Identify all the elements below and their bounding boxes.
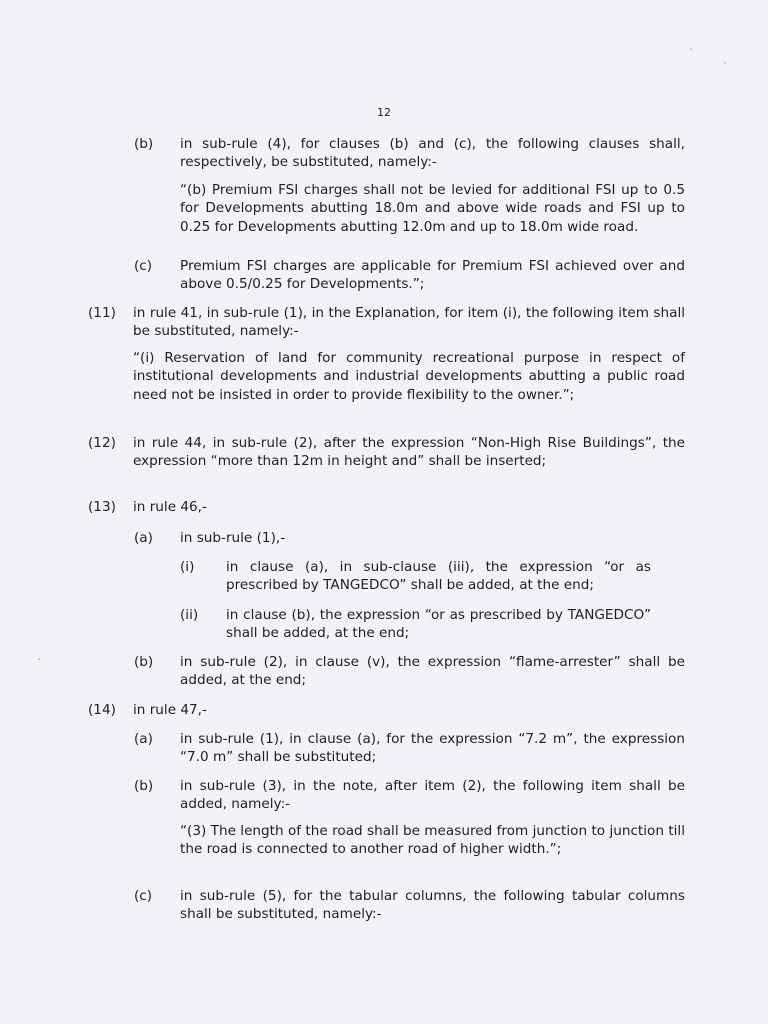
item-13-a-ii-label: (ii) bbox=[180, 607, 199, 623]
item-12-text: in rule 44, in sub-rule (2), after the expression “Non-High Rise Buildings”, the expression “more than 12m in height and” shall be inserted; bbox=[133, 435, 685, 470]
item-14-label: (14) bbox=[88, 702, 116, 718]
clause-c-text: Premium FSI charges are applicable for Premium FSI achieved over and above 0.5/0.25 for Developments.”; bbox=[180, 258, 685, 293]
scan-speck bbox=[38, 658, 40, 660]
scan-speck bbox=[724, 62, 726, 64]
item-14-c-label: (c) bbox=[134, 888, 153, 904]
item-11-label: (11) bbox=[88, 305, 116, 321]
item-14-a-text: in sub-rule (1), in clause (a), for the expression “7.2 m”, the expression “7.0 m” shall be substituted; bbox=[180, 731, 685, 766]
item-13-a-ii-text: in clause (b), the expression “or as prescribed by TANGEDCO” shall be added, at the end; bbox=[226, 607, 651, 642]
item-13-b-label: (b) bbox=[134, 654, 154, 670]
item-14-b-quote: “(3) The length of the road shall be measured from junction to junction till the road is connected to another road of higher width.”; bbox=[180, 823, 685, 858]
item-14-b-text: in sub-rule (3), in the note, after item (2), the following item shall be added, namely:- bbox=[180, 778, 685, 813]
item-13-a-i-text: in clause (a), in sub-clause (iii), the expression “or as prescribed by TANGEDCO” shall be added, at the end; bbox=[226, 559, 651, 594]
item-14-text: in rule 47,- bbox=[133, 702, 207, 718]
clause-b-quote: “(b) Premium FSI charges shall not be levied for additional FSI up to 0.5 for Developments abutting 18.0m and above wide roads and FSI up to 0.25 for Developments abutting 12.0m and up to 18.0m wide road. bbox=[180, 182, 685, 235]
scan-speck bbox=[690, 48, 692, 50]
clause-b-text: in sub-rule (4), for clauses (b) and (c), the following clauses shall, respectively, be substituted, namely:- bbox=[180, 136, 685, 171]
item-13-text: in rule 46,- bbox=[133, 499, 207, 515]
item-12-label: (12) bbox=[88, 435, 116, 451]
item-14-a-label: (a) bbox=[134, 731, 153, 747]
item-11-text: in rule 41, in sub-rule (1), in the Explanation, for item (i), the following item shall be substituted, namely:- bbox=[133, 305, 685, 340]
clause-b-label: (b) bbox=[134, 136, 154, 152]
item-13-a-text: in sub-rule (1),- bbox=[180, 530, 286, 546]
item-13-b-text: in sub-rule (2), in clause (v), the expression “flame-arrester” shall be added, at the end; bbox=[180, 654, 685, 689]
item-14-c-text: in sub-rule (5), for the tabular columns, the following tabular columns shall be substituted, namely:- bbox=[180, 888, 685, 923]
page-number: 12 bbox=[377, 106, 391, 119]
item-13-a-i-label: (i) bbox=[180, 559, 195, 575]
clause-c-label: (c) bbox=[134, 258, 153, 274]
item-13-label: (13) bbox=[88, 499, 116, 515]
item-14-b-label: (b) bbox=[134, 778, 154, 794]
item-13-a-label: (a) bbox=[134, 530, 153, 546]
item-11-quote: “(i) Reservation of land for community recreational purpose in respect of institutional developments and industrial developments abutting a public road need not be insisted in order to provide flexibility to the owner.”; bbox=[133, 350, 685, 403]
